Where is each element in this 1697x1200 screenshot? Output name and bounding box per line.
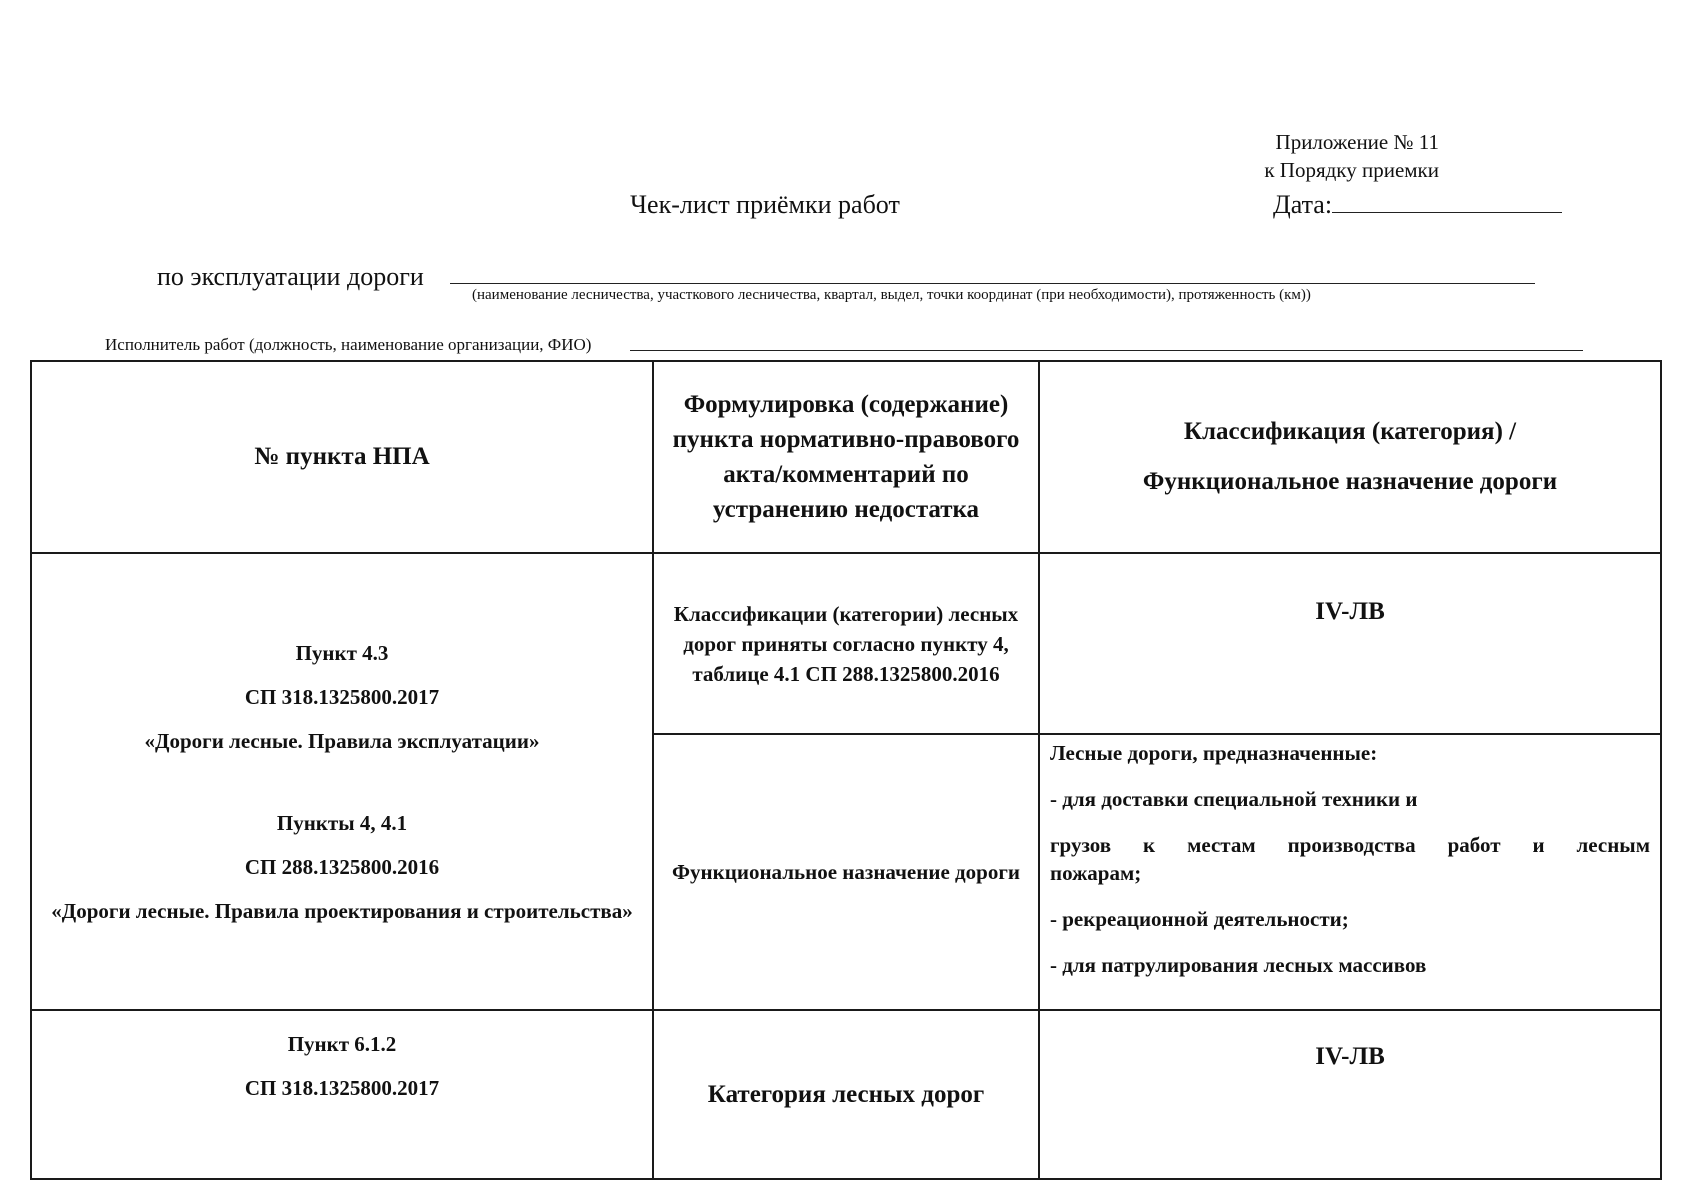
page-title: Чек-лист приёмки работ	[630, 190, 900, 219]
header-formulation: Формулировка (содержание) пункта нормативно-правового акта/комментарий по устранению недостатка	[653, 361, 1039, 553]
purpose-line: - для патрулирования лесных массивов	[1050, 953, 1427, 977]
npa-item: СП 288.1325800.2016	[244, 854, 440, 879]
category-value-cell: IV-ЛВ	[1039, 1010, 1661, 1179]
executor-blank-line	[630, 350, 1583, 351]
formulation-cell: Классификации (категории) лесных дорог приняты согласно пункту 4, таблице 4.1 СП 288.1325800.2016	[653, 553, 1039, 734]
appendix-number: Приложение № 11	[1275, 130, 1439, 154]
header-npa-number: № пункта НПА	[31, 361, 653, 553]
npa-reference-cell	[31, 1010, 653, 1179]
npa-item: Пункты 4, 4.1	[276, 810, 408, 835]
header-classification-line1: Классификация (категория) /	[1183, 418, 1517, 445]
npa-item: СП 318.1325800.2017	[244, 684, 440, 709]
executor-label: Исполнитель работ (должность, наименование организации, ФИО)	[105, 335, 592, 354]
appendix-order: к Порядку приемки	[1264, 158, 1439, 182]
header-classification-line2: Функциональное назначение дороги	[1142, 468, 1558, 495]
table-row	[31, 553, 1661, 734]
date-label: Дата:	[1273, 190, 1333, 219]
road-label: по эксплуатации дороги	[157, 262, 424, 291]
purpose-line: - рекреационной деятельности;	[1050, 907, 1349, 931]
npa-item: СП 318.1325800.2017	[244, 1076, 440, 1100]
date-blank-line	[1332, 188, 1562, 213]
category-value-cell: IV-ЛВ	[1039, 553, 1661, 734]
npa-item: Пункт 6.1.2	[287, 1032, 397, 1056]
purpose-cell	[1039, 734, 1661, 1010]
purpose-line: - для доставки специальной техники и	[1050, 787, 1418, 811]
table-header-row	[31, 361, 1661, 553]
appendix-reference	[1264, 128, 1439, 184]
road-blank-line	[450, 283, 1535, 284]
checklist-table	[30, 360, 1662, 1180]
road-hint: (наименование лесничества, участкового лесничества, квартал, выдел, точки координат (при необходимости), протяженность (км))	[472, 287, 1311, 303]
purpose-line: пожарам;	[1050, 861, 1142, 885]
purpose-line: грузов к местам производства работ и лесным	[1050, 833, 1650, 857]
npa-item: «Дороги лесные. Правила эксплуатации»	[144, 728, 540, 753]
formulation-cell: Категория лесных дорог	[653, 1010, 1039, 1179]
date-field	[1273, 188, 1562, 220]
npa-reference-cell	[31, 553, 653, 1010]
header-classification	[1039, 361, 1661, 553]
purpose-line: Лесные дороги, предназначенные:	[1050, 741, 1378, 765]
formulation-cell: Функциональное назначение дороги	[653, 734, 1039, 1010]
table-row	[31, 1010, 1661, 1179]
npa-item: «Дороги лесные. Правила проектирования и строительства»	[51, 898, 633, 923]
npa-item: Пункт 4.3	[295, 640, 389, 665]
